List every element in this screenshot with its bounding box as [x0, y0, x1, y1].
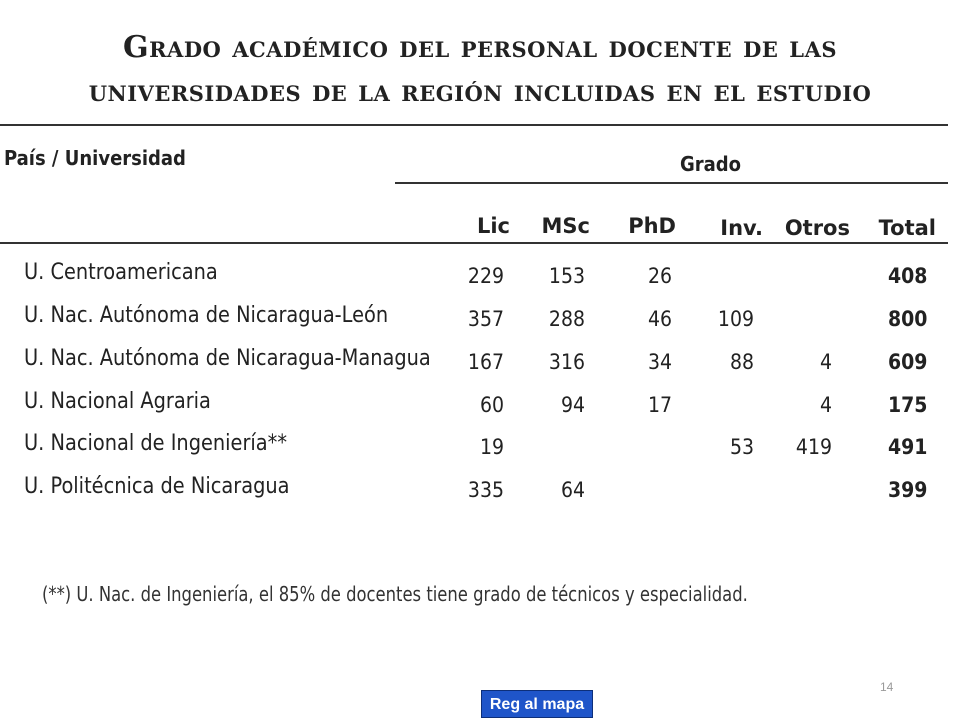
column-header-phd: PhD — [628, 214, 676, 238]
title-line-2: universidades de la región incluidas en el estudio — [88, 74, 872, 109]
footnote: (**) U. Nac. de Ingeniería, el 85% de docentes tiene grado de técnicos y especialidad. — [42, 582, 748, 606]
cell-lic: 167 — [467, 350, 504, 374]
column-header-msc: MSc — [541, 214, 590, 238]
column-header-otros: Otros — [784, 216, 850, 240]
cell-phd: 17 — [648, 393, 673, 417]
cell-total: 408 — [888, 264, 928, 288]
cell-lic: 335 — [467, 478, 504, 502]
cell-otros: 4 — [819, 350, 832, 374]
cell-msc: 316 — [548, 350, 585, 374]
title-line-1: Grado académico del personal docente de las — [122, 30, 838, 65]
column-header-inv: Inv. — [720, 216, 763, 240]
page-number: 14 — [880, 680, 894, 694]
cell-msc: 288 — [548, 307, 585, 331]
cell-lic: 229 — [467, 264, 504, 288]
grado-header: Grado — [680, 152, 742, 176]
cell-total: 399 — [888, 478, 928, 502]
cell-lic: 357 — [467, 307, 504, 331]
cell-phd: 46 — [648, 307, 673, 331]
cell-msc: 153 — [548, 264, 585, 288]
cell-inv: 53 — [729, 435, 754, 459]
cell-lic: 60 — [479, 393, 504, 417]
grado-rule — [395, 182, 948, 184]
cell-inv: 109 — [717, 307, 754, 331]
cell-phd: 26 — [648, 264, 673, 288]
university-name: U. Politécnica de Nicaragua — [24, 474, 290, 499]
row-header: País / Universidad — [4, 146, 186, 170]
cell-total: 800 — [888, 307, 928, 331]
cell-msc: 64 — [560, 478, 585, 502]
university-name: U. Nac. Autónoma de Nicaragua-León — [24, 303, 389, 328]
university-name: U. Centroamericana — [24, 260, 218, 285]
cell-lic: 19 — [479, 435, 504, 459]
cell-msc: 94 — [560, 393, 585, 417]
university-name: U. Nacional Agraria — [24, 389, 211, 414]
cell-otros: 4 — [819, 393, 832, 417]
table-top-rule — [0, 124, 948, 126]
header-bottom-rule — [0, 242, 948, 244]
reg-al-mapa-button[interactable]: Reg al mapa — [481, 690, 593, 718]
university-name: U. Nacional de Ingeniería** — [24, 431, 288, 456]
cell-phd: 34 — [648, 350, 673, 374]
cell-otros: 419 — [795, 435, 832, 459]
cell-total: 175 — [888, 393, 928, 417]
cell-inv: 88 — [729, 350, 754, 374]
cell-total: 491 — [888, 435, 928, 459]
column-header-lic: Lic — [476, 214, 510, 238]
university-name: U. Nac. Autónoma de Nicaragua-Managua — [24, 346, 431, 371]
cell-total: 609 — [888, 350, 928, 374]
column-header-total: Total — [878, 216, 936, 240]
